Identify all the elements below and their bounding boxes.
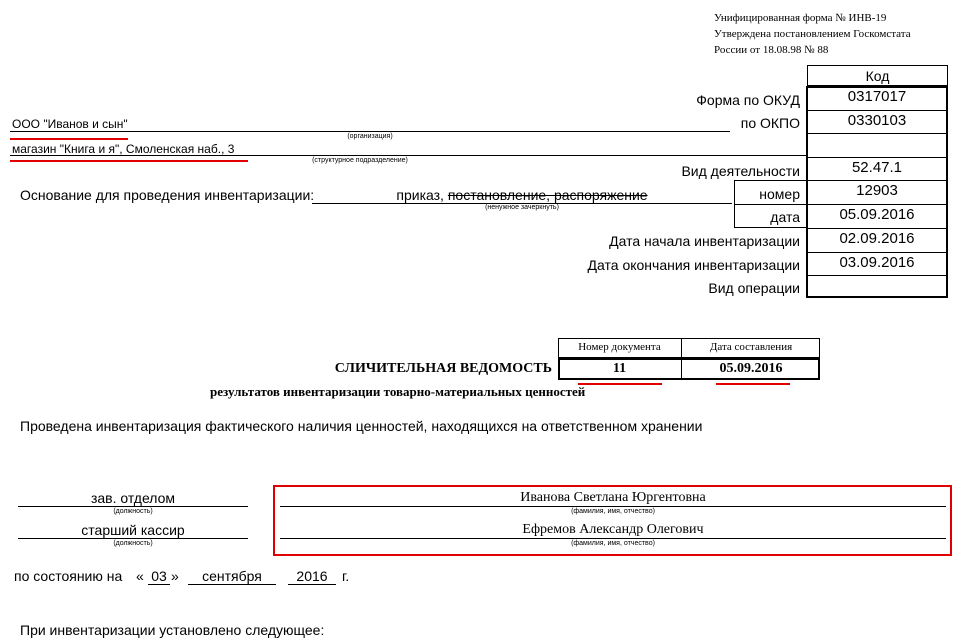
as-of-day: 03 (151, 568, 167, 584)
codes-divider (808, 110, 946, 111)
division-caption: (структурное подразделение) (312, 157, 408, 164)
organization-caption: (организация) (347, 133, 393, 140)
as-of-month: сентября (202, 568, 262, 584)
basis-kept: приказ, (396, 187, 444, 203)
form-header (714, 10, 911, 58)
doc-date-header: Дата составления (709, 341, 793, 353)
activity-label: Вид деятельности (681, 163, 800, 179)
doc-date: 05.09.2016 (719, 361, 783, 376)
year-suffix: г. (342, 568, 350, 584)
codes-divider (808, 252, 946, 253)
division-underline (10, 155, 806, 156)
highlight-underline (578, 383, 662, 385)
person-position: зав. отделом (90, 490, 176, 506)
name-caption: (фамилия, имя, отчество) (571, 540, 655, 547)
basis-label: Основание для проведения инвентаризации: (20, 187, 315, 203)
codes-divider (808, 228, 946, 229)
position-underline (18, 506, 248, 507)
start-date: 02.09.2016 (839, 230, 915, 247)
doc-number-header: Номер документа (578, 341, 661, 353)
start-date-label: Дата начала инвентаризации (609, 233, 800, 249)
end-date: 03.09.2016 (839, 254, 915, 271)
basis-caption: (ненужное зачеркнуть) (485, 204, 559, 211)
as-of-year: 2016 (296, 568, 328, 584)
doc-number: 11 (612, 361, 627, 376)
codes-column-header: Код (807, 65, 948, 86)
position-underline (18, 538, 248, 539)
year-underline (288, 584, 336, 585)
day-underline (148, 584, 170, 585)
number-label-divider (734, 204, 806, 205)
position-caption: (должность) (113, 508, 153, 515)
okud-code: 0317017 (847, 88, 907, 105)
end-date-label: Дата окончания инвентаризации (587, 257, 800, 273)
close-quote: » (171, 568, 179, 584)
doc-subtitle: результатов инвентаризации товарно-материальных ценностей (210, 384, 586, 399)
date-label: дата (770, 209, 800, 225)
basis-struck: постановление, распоряжение (447, 187, 648, 203)
footer-text: При инвентаризации установлено следующее: (20, 622, 325, 638)
person-name: Ефремов Александр Олегович (522, 522, 704, 537)
month-underline (188, 584, 276, 585)
name-underline (280, 538, 946, 539)
okud-label: Форма по ОКУД (696, 92, 800, 108)
highlight-underline (716, 383, 790, 385)
person-name: Иванова Светлана Юргентовна (520, 490, 706, 505)
as-of-label: по состоянию на (14, 568, 123, 584)
number-label: номер (759, 186, 800, 202)
organization-name: ООО "Иванов и сын" (12, 117, 128, 131)
division-name: магазин "Книга и я", Смоленская наб., 3 (12, 142, 235, 156)
order-number: 12903 (856, 182, 898, 199)
codes-divider (808, 204, 946, 205)
body-text: Проведена инвентаризация фактического наличия ценностей, находящихся на ответственном хранении (20, 418, 703, 434)
open-quote: « (136, 568, 144, 584)
form-header-line: Унифицированная форма № ИНВ-19 (714, 12, 887, 24)
basis-value (312, 187, 732, 203)
organization-underline (10, 131, 730, 132)
form-header-line: Утверждена постановлением Госкомстата (714, 28, 911, 40)
codes-divider (808, 157, 946, 158)
codes-divider (808, 275, 946, 276)
activity-code: 52.47.1 (851, 159, 903, 176)
codes-divider (808, 180, 946, 181)
okpo-code: 0330103 (847, 112, 907, 129)
okpo-label: по ОКПО (740, 115, 800, 131)
operation-label: Вид операции (708, 280, 800, 296)
codes-divider (808, 133, 946, 134)
person-position: старший кассир (81, 522, 185, 538)
name-caption: (фамилия, имя, отчество) (571, 508, 655, 515)
name-underline (280, 506, 946, 507)
doc-title: СЛИЧИТЕЛЬНАЯ ВЕДОМОСТЬ (334, 361, 552, 376)
form-header-line: России от 18.08.98 № 88 (714, 44, 829, 56)
position-caption: (должность) (113, 540, 153, 547)
order-date: 05.09.2016 (839, 206, 915, 223)
